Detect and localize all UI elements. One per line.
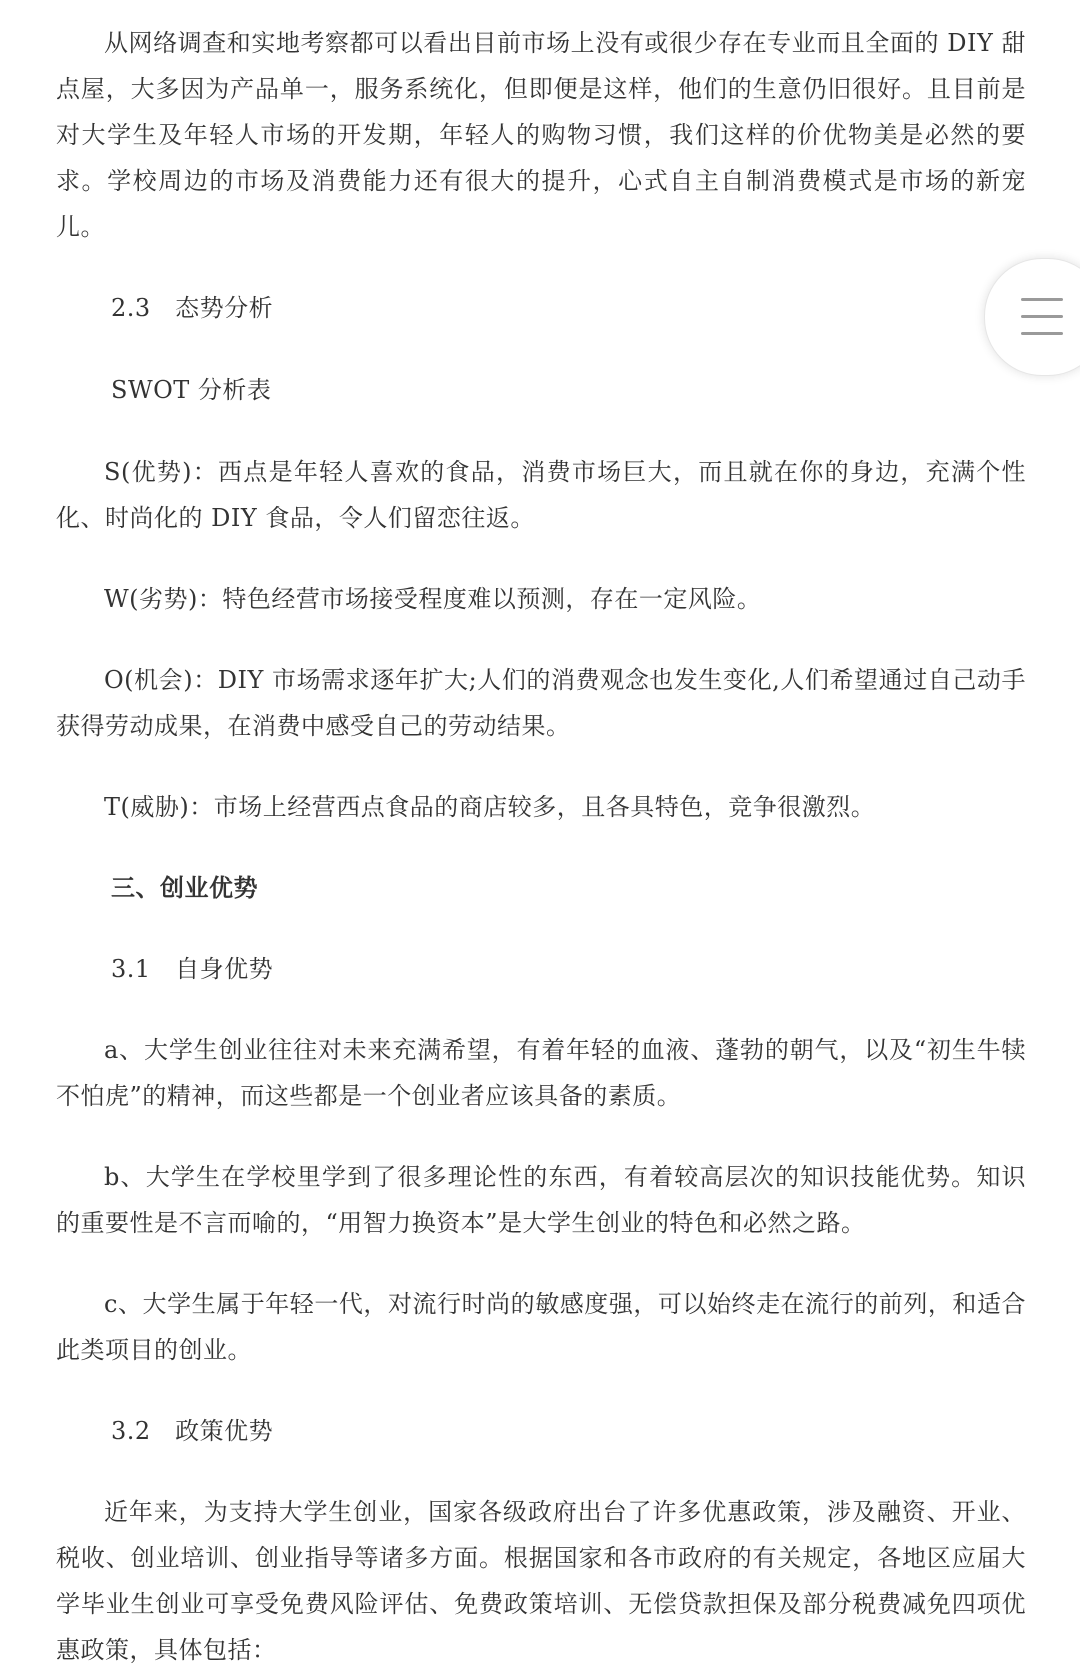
paragraph-policy: 近年来，为支持大学生创业，国家各级政府出台了许多优惠政策，涉及融资、开业、税收、创业培训、创业指导等诸多方面。根据国家和各市政府的有关规定，各地区应届大学毕业生创业可享受免费风险评估、免费政策培训、无偿贷款担保及部分税费减免四项优惠政策，具体包括：	[56, 1498, 1026, 1664]
paragraph-market-analysis: 从网络调查和实地考察都可以看出目前市场上没有或很少存在专业而且全面的 DIY 甜点屋，大多因为产品单一，服务系统化，但即便是这样，他们的生意仍旧很好。且目前是对大学生及年轻人市场的开发期，年轻人的购物习惯，我们这样的价优物美是必然的要求。学校周边的市场及消费能力还有很大的提升，心式自主自制消费模式是市场的新宠儿。	[56, 29, 1026, 241]
swot-threats: T(威胁)：市场上经营西点食品的商店较多，且各具特色，竞争很激烈。	[104, 793, 876, 821]
article-body	[56, 20, 1026, 1673]
section-heading-2-3: 2.3 态势分析	[111, 294, 274, 322]
advantage-b: b、大学生在学校里学到了很多理论性的东西，有着较高层次的知识技能优势。知识的重要性是不言而喻的，“用智力换资本”是大学生创业的特色和必然之路。	[56, 1163, 1026, 1237]
section-heading-3-2: 3.2 政策优势	[111, 1417, 274, 1445]
swot-opportunities: O(机会)：DIY 市场需求逐年扩大;人们的消费观念也发生变化,人们希望通过自己动手获得劳动成果，在消费中感受自己的劳动结果。	[56, 666, 1026, 740]
swot-title: SWOT 分析表	[111, 376, 272, 404]
advantage-a: a、大学生创业往往对未来充满希望，有着年轻的血液、蓬勃的朝气，以及“初生牛犊不怕虎”的精神，而这些都是一个创业者应该具备的素质。	[56, 1036, 1026, 1110]
advantage-c: c、大学生属于年轻一代，对流行时尚的敏感度强，可以始终走在流行的前列，和适合此类项目的创业。	[56, 1290, 1026, 1364]
section-heading-3-1: 3.1 自身优势	[111, 955, 274, 983]
swot-weaknesses: W(劣势)：特色经营市场接受程度难以预测，存在一定风险。	[104, 585, 762, 613]
swot-strengths: S(优势)：西点是年轻人喜欢的食品，消费市场巨大，而且就在你的身边，充满个性化、时尚化的 DIY 食品，令人们留恋往返。	[56, 458, 1026, 532]
section-heading-3: 三、创业优势	[111, 873, 258, 902]
